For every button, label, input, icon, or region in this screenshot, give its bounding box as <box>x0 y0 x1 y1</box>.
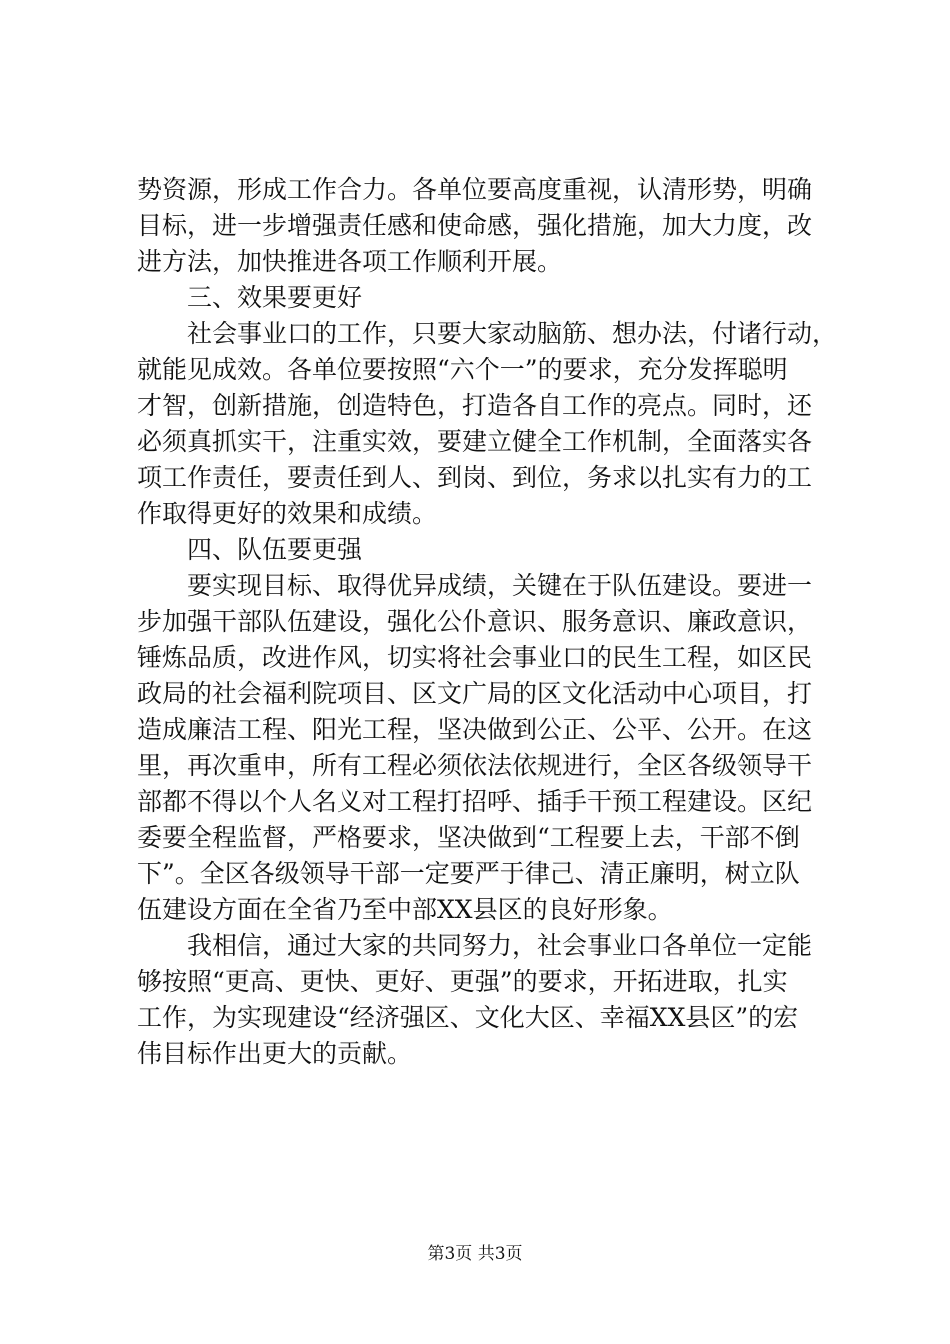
section-heading-four: 四、队伍要更强 <box>187 535 363 564</box>
body-text-line: 项工作责任，要责任到人、到岗、到位，务求以扎实有力的工 <box>137 463 813 492</box>
body-text-line: 才智，创新措施，创造特色，打造各自工作的亮点。同时，还 <box>137 391 813 420</box>
body-text-line: 够按照“更高、更快、更好、更强”的要求，开拓进取，扎实 <box>137 967 788 996</box>
body-text-line: 目标，进一步增强责任感和使命感，强化措施，加大力度，改 <box>137 211 813 240</box>
section-heading-three: 三、效果要更好 <box>187 283 363 312</box>
body-text-line: 伟目标作出更大的贡献。 <box>137 1039 413 1068</box>
body-text-line: 下”。全区各级领导干部一定要严于律己、清正廉明，树立队 <box>137 859 800 888</box>
body-text-line: 就能见成效。各单位要按照“六个一”的要求，充分发挥聪明 <box>137 355 788 384</box>
document-body <box>137 172 837 1072</box>
body-text-line: 进方法，加快推进各项工作顺利开展。 <box>137 247 563 276</box>
body-text-line: 政局的社会福利院项目、区文广局的区文化活动中心项目，打 <box>137 679 813 708</box>
paragraph-first-line: 社会事业口的工作，只要大家动脑筋、想办法，付诸行动， <box>187 319 838 348</box>
body-text-line: 必须真抓实干，注重实效，要建立健全工作机制，全面落实各 <box>137 427 813 456</box>
body-text-line: 委要全程监督，严格要求，坚决做到“工程要上去，干部不倒 <box>137 823 800 852</box>
paragraph-first-line: 要实现目标、取得优异成绩，关键在于队伍建设。要进一 <box>187 571 813 600</box>
body-text-line: 势资源，形成工作合力。各单位要高度重视，认清形势，明确 <box>137 175 813 204</box>
body-text-line: 步加强干部队伍建设，强化公仆意识、服务意识、廉政意识， <box>137 607 813 636</box>
paragraph-first-line: 我相信，通过大家的共同努力，社会事业口各单位一定能 <box>187 931 813 960</box>
body-text-line: 部都不得以个人名义对工程打招呼、插手干预工程建设。区纪 <box>137 787 813 816</box>
body-text-line: 造成廉洁工程、阳光工程，坚决做到公正、公平、公开。在这 <box>137 715 813 744</box>
body-text-line: 工作，为实现建设“经济强区、文化大区、幸福XX县区”的宏 <box>137 1003 799 1032</box>
body-text-line: 作取得更好的效果和成绩。 <box>137 499 438 528</box>
page-number-footer: 第3页 共3页 <box>427 1244 523 1264</box>
body-text-line: 里，再次重申，所有工程必须依法依规进行，全区各级领导干 <box>137 751 813 780</box>
body-text-line: 伍建设方面在全省乃至中部XX县区的良好形象。 <box>137 895 673 924</box>
body-text-line: 锤炼品质，改进作风，切实将社会事业口的民生工程，如区民 <box>137 643 813 672</box>
